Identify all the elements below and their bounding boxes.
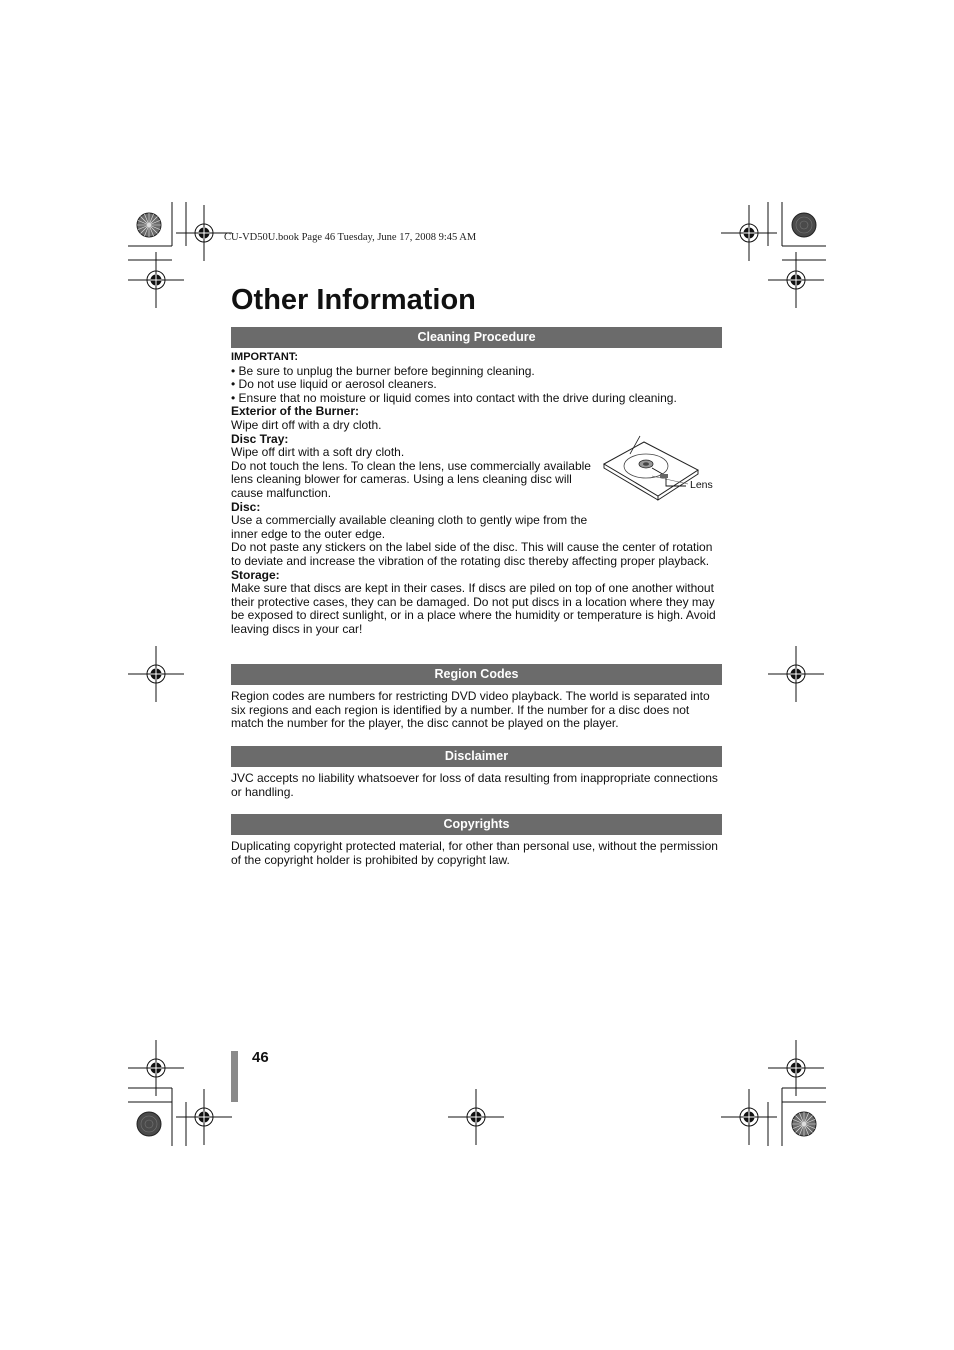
page-title: Other Information [231,284,476,316]
page-number: 46 [252,1049,269,1066]
section-heading-cleaning: Cleaning Procedure [231,327,722,348]
tray-label: Disc Tray: [231,431,289,446]
file-info: CU-VD50U.book Page 46 Tuesday, June 17, 2008 9:45 AM [224,232,477,243]
copyrights-text: Duplicating copyright protected material, for other than personal use, without the permission of the copyright holder is prohibited by copyright law. [231,839,718,867]
tray-text-2: Do not touch the lens. To clean the lens, use commercially available lens cleaning blower for cameras. Using a lens cleaning disc will cause malfunction. [231,458,591,500]
important-label: IMPORTANT: [231,351,299,363]
tray-text-1: Wipe off dirt with a soft dry cloth. [231,445,405,460]
exterior-text: Wipe dirt off with a dry cloth. [231,417,382,432]
page-number-bar [231,1051,238,1102]
section-heading-copyrights: Copyrights [231,814,722,835]
region-text: Region codes are numbers for restricting DVD video playback. The world is separated into six regions and each region is identified by a number. If the number for a disc does not match the number for the player, the disc cannot be played on the player. [231,689,710,731]
disc-text-2: Do not paste any stickers on the label side of the disc. This will cause the center of rotation to deviate and increase the vibration of the rotating disc thereby affecting proper playback. [231,540,713,568]
disc-tray-illustration [600,434,700,504]
exterior-label: Exterior of the Burner: [231,404,360,419]
lens-label: Lens [690,479,713,491]
section-heading-region: Region Codes [231,664,722,685]
disc-text-1: Use a commercially available cleaning cloth to gently wipe from the inner edge to the outer edge. [231,513,588,541]
section-heading-disclaimer: Disclaimer [231,746,722,767]
disc-label: Disc: [231,499,261,514]
disclaimer-text: JVC accepts no liability whatsoever for loss of data resulting from inappropriate connections or handling. [231,771,718,799]
storage-label: Storage: [231,567,280,582]
bullet-item: • Do not use liquid or aerosol cleaners. [231,378,723,392]
storage-text: Make sure that discs are kept in their cases. If discs are piled on top of one another without their protective cases, they can be damaged. Do not put discs in a location where they may be exposed to direct sunlight, or in a place where the humidity or temperature is high. Avoid leaving discs in your car! [231,581,716,636]
bullet-item: • Ensure that no moisture or liquid comes into contact with the drive during cleaning. [231,392,723,406]
bullet-item: • Be sure to unplug the burner before beginning cleaning. [231,365,723,379]
